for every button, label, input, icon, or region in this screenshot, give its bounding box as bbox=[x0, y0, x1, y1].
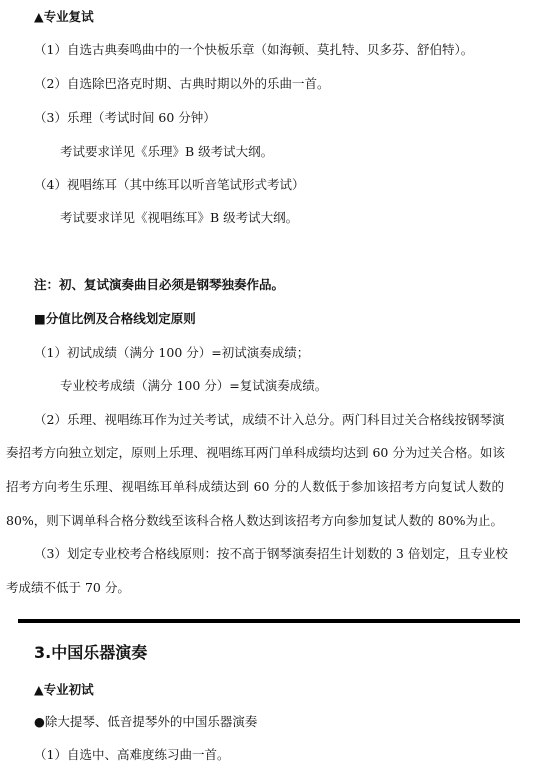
scoring-line-8: 考成绩不低于 70 分。 bbox=[6, 580, 130, 595]
scoring-line-7: （3）划定专业校考合格线原则：按不高于钢琴演奏招生计划数的 3 倍划定，且专业校 bbox=[34, 546, 508, 561]
fushi-item-3: （3）乐理（考试时间 60 分钟） bbox=[34, 110, 216, 125]
scoring-line-6: 80%，则下调单科合格分数线至该科合格人数达到该招考方向参加复试人数的 80%为止。 bbox=[6, 513, 504, 528]
chushi-item-1: （1）自选中、高难度练习曲一首。 bbox=[34, 747, 230, 762]
scoring-line-2: 专业校考成绩（满分 100 分）=复试演奏成绩。 bbox=[60, 378, 328, 393]
section-divider bbox=[18, 619, 520, 623]
scoring-line-3: （2）乐理、视唱练耳作为过关考试，成绩不计入总分。两门科目过关合格线按钢琴演 bbox=[34, 412, 505, 427]
section-3-title: 3.中国乐器演奏 bbox=[34, 643, 148, 662]
fushi-heading: ▲专业复试 bbox=[34, 9, 94, 24]
fushi-item-4: （4）视唱练耳（其中练耳以听音笔试形式考试） bbox=[34, 177, 305, 192]
chushi-heading: ▲专业初试 bbox=[34, 682, 94, 697]
scoring-heading: ■分值比例及合格线划定原则 bbox=[34, 311, 196, 326]
scoring-line-4: 奏招考方向独立划定，原则上乐理、视唱练耳两门单科成绩均达到 60 分为过关合格。如该 bbox=[6, 445, 505, 460]
note-text: 注：初、复试演奏曲目必须是钢琴独奏作品。 bbox=[34, 277, 285, 292]
fushi-item-1: （1）自选古典奏鸣曲中的一个快板乐章（如海顿、莫扎特、贝多芬、舒伯特）。 bbox=[34, 42, 474, 57]
fushi-item-2: （2）自选除巴洛克时期、古典时期以外的乐曲一首。 bbox=[34, 76, 330, 91]
scoring-line-1: （1）初试成绩（满分 100 分）=初试演奏成绩； bbox=[34, 345, 310, 360]
fushi-item-4-detail: 考试要求详见《视唱练耳》B 级考试大纲。 bbox=[60, 210, 299, 225]
fushi-item-3-detail: 考试要求详见《乐理》B 级考试大纲。 bbox=[60, 144, 274, 159]
scoring-line-5: 招考方向考生乐理、视唱练耳单科成绩达到 60 分的人数低于参加该招考方向复试人数的 bbox=[6, 479, 504, 494]
instrument-line: ●除大提琴、低音提琴外的中国乐器演奏 bbox=[34, 714, 258, 729]
